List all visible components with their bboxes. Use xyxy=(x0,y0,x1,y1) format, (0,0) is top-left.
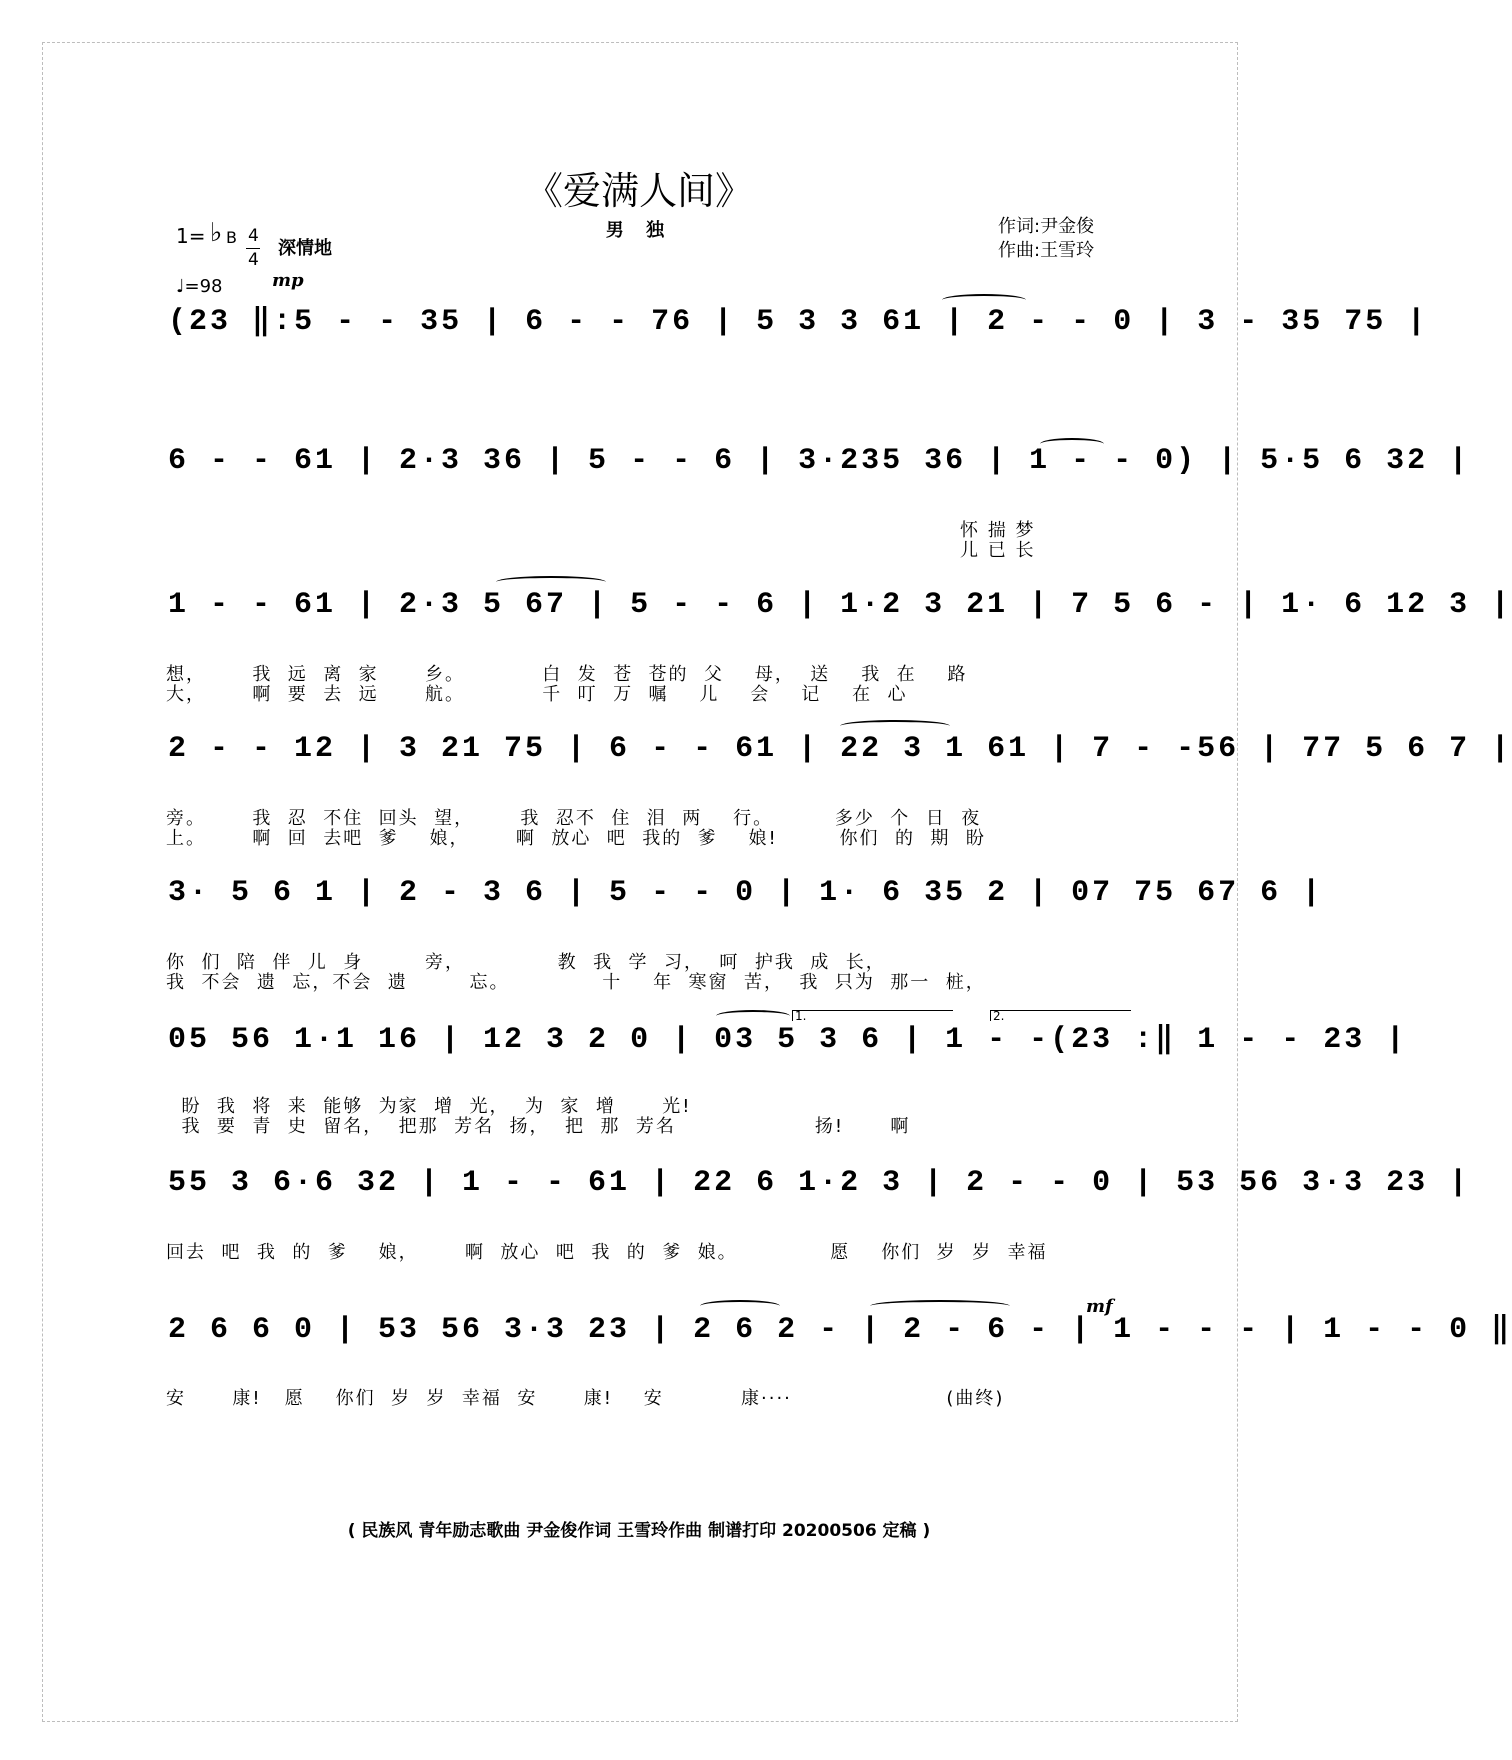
notes: 55 3 6·6 32 | 1 - - 61 | 22 6 1·2 3 | 2 - - 0 | 53 56 3·3 23 | xyxy=(168,1166,1471,1200)
dynamic-mark-start: mp xyxy=(272,270,304,291)
score-line-6 xyxy=(160,1014,1408,1070)
dynamic-mark-end: mf xyxy=(1086,1296,1113,1317)
lyric-line: 我 要 青 史 留名， 把那 芳名 扬， 把 那 芳名 扬! 啊 xyxy=(166,1116,911,1137)
score-line-8 xyxy=(160,1304,1512,1360)
time-signature-line xyxy=(246,248,260,249)
notes: 05 56 1·1 16 | 12 3 2 0 | 03 5 3 6 | 1 - -(23 :‖ 1 - - 23 | xyxy=(168,1023,1408,1057)
lyric-line: 儿 已 长 xyxy=(960,540,1036,561)
slur xyxy=(700,1300,780,1312)
lyric-line: 想， 我 远 离 家 乡。 白 发 苍 苍的 父 母， 送 我 在 路 xyxy=(166,664,968,685)
lyric-line: 盼 我 将 来 能够 为家 增 光， 为 家 增 光! xyxy=(166,1096,692,1117)
notes: (23 ‖:5 - - 35 | 6 - - 76 | 5 3 3 61 | 2 - - 0 | 3 - 35 75 | xyxy=(168,305,1429,339)
lyric-line: 大， 啊 要 去 远 航。 千 叮 万 嘱 儿 会 记 在 心 xyxy=(166,684,908,705)
score-line-4 xyxy=(160,726,1512,782)
lyric-line: 安 康! 愿 你们 岁 岁 幸福 安 康! 安 康···· (曲终) xyxy=(166,1388,1005,1409)
score-line-7 xyxy=(160,1160,1471,1216)
notes: 1 - - 61 | 2·3 5 67 | 5 - - 6 | 1·2 3 21 | 7 5 6 - | 1· 6 12 3 | xyxy=(168,588,1512,622)
flat-sign: ♭ xyxy=(210,218,223,248)
tempo-mark: ♩=98 xyxy=(176,276,223,297)
lyric-line: 怀 揣 梦 xyxy=(960,520,1036,541)
notes: 2 - - 12 | 3 21 75 | 6 - - 61 | 22 3 1 61 | 7 - -56 | 77 5 6 7 | xyxy=(168,732,1512,766)
lyric-line: 回去 吧 我 的 爹 娘， 啊 放心 吧 我 的 爹 娘。 愿 你们 岁 岁 幸福 xyxy=(166,1242,1048,1263)
slur xyxy=(1040,438,1104,450)
slur xyxy=(716,1010,790,1022)
score-line-5 xyxy=(160,870,1324,926)
score-line-3 xyxy=(160,582,1512,638)
volta-label: 2. xyxy=(993,1009,1005,1023)
notes: 2 6 6 0 | 53 56 3·3 23 | 2 6 2 - | 2 - 6 - | 1 - - - | 1 - - 0 ‖ xyxy=(168,1313,1512,1347)
composer-credit: 作曲:王雪玲 xyxy=(998,240,1095,261)
key-note: B xyxy=(226,228,237,247)
song-title: 《爱满人间》 xyxy=(524,169,753,213)
time-signature-top: 4 xyxy=(248,226,259,246)
expression-mark: 深情地 xyxy=(278,238,332,259)
lyric-line: 上。 啊 回 去吧 爹 娘， 啊 放心 吧 我的 爹 娘! 你们 的 期 盼 xyxy=(166,828,986,849)
lyric-line: 我 不会 遗 忘，不会 遗 忘。 十 年 寒窗 苦， 我 只为 那一 桩， xyxy=(166,972,986,993)
slur xyxy=(870,1300,1010,1312)
score-line-2 xyxy=(160,438,1471,494)
volta-label: 1. xyxy=(795,1009,807,1023)
notes: 3· 5 6 1 | 2 - 3 6 | 5 - - 0 | 1· 6 35 2 | 07 75 67 6 | xyxy=(168,876,1324,910)
lyricist-credit: 作词:尹金俊 xyxy=(998,216,1095,237)
notes: 6 - - 61 | 2·3 36 | 5 - - 6 | 3·235 36 | 1 - - 0) | 5·5 6 32 | xyxy=(168,444,1471,478)
slur xyxy=(840,720,950,732)
lyric-line: 你 们 陪 伴 儿 身 旁， 教 我 学 习， 呵 护我 成 长， xyxy=(166,952,886,973)
slur xyxy=(942,294,1026,306)
slur xyxy=(496,576,606,588)
time-signature-bottom: 4 xyxy=(248,250,259,270)
key-prefix: 1= xyxy=(176,224,206,248)
lyric-line: 旁。 我 忍 不住 回头 望， 我 忍不 住 泪 两 行。 多少 个 日 夜 xyxy=(166,808,982,829)
performance-type: 男 独 xyxy=(605,220,673,241)
footer-note: ( 民族风 青年励志歌曲 尹金俊作词 王雪玲作曲 制谱打印 20200506 定稿 ) xyxy=(347,1521,931,1541)
